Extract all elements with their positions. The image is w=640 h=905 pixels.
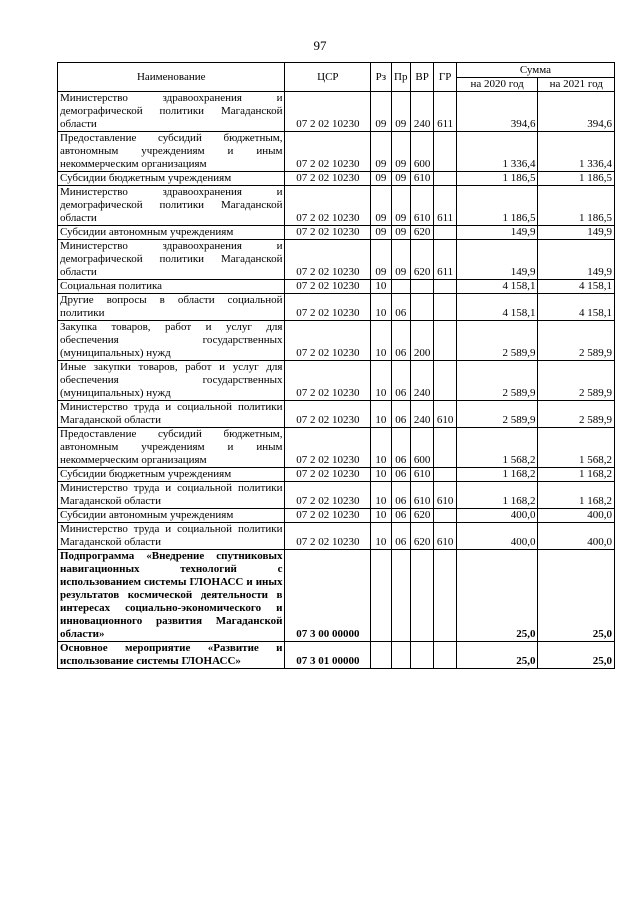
cell-pr: 06	[391, 401, 410, 428]
cell-sum-2021: 1 186,5	[538, 186, 615, 226]
cell-pr: 09	[391, 240, 410, 280]
cell-sum-2021: 400,0	[538, 509, 615, 523]
cell-sum-2020: 1 186,5	[456, 172, 538, 186]
cell-sum-2021: 1 168,2	[538, 468, 615, 482]
cell-sum-2021: 1 568,2	[538, 428, 615, 468]
cell-sum-2020: 4 158,1	[456, 294, 538, 321]
table-row	[58, 509, 615, 523]
header-vr: ВР	[410, 63, 433, 92]
cell-sum-2020: 149,9	[456, 240, 538, 280]
cell-pr: 09	[391, 226, 410, 240]
cell-rz: 10	[371, 280, 391, 294]
cell-gr: 610	[434, 401, 456, 428]
header-pr: Пр	[391, 63, 410, 92]
header-sum: Сумма	[456, 63, 614, 78]
cell-gr: 611	[434, 92, 456, 132]
cell-sum-2021: 394,6	[538, 92, 615, 132]
cell-sum-2020: 1 186,5	[456, 186, 538, 226]
cell-sum-2020: 2 589,9	[456, 401, 538, 428]
cell-sum-2021: 400,0	[538, 523, 615, 550]
cell-rz: 09	[371, 132, 391, 172]
cell-sum-2020: 1 568,2	[456, 428, 538, 468]
cell-csr: 07 3 01 00000	[285, 642, 371, 669]
cell-name: Предоставление субсидий бюджетным, автономным учреждениям и иным некоммерческим организациям	[58, 132, 285, 172]
cell-name: Закупка товаров, работ и услуг для обеспечения государственных (муниципальных) нужд	[58, 321, 285, 361]
cell-csr: 07 2 02 10230	[285, 92, 371, 132]
cell-sum-2021: 2 589,9	[538, 361, 615, 401]
cell-pr: 06	[391, 428, 410, 468]
table-row	[58, 321, 615, 361]
cell-vr: 610	[410, 482, 433, 509]
cell-name: Министерство здравоохранения и демографической политики Магаданской области	[58, 240, 285, 280]
cell-rz: 10	[371, 321, 391, 361]
cell-sum-2021: 1 186,5	[538, 172, 615, 186]
cell-sum-2020: 1 168,2	[456, 468, 538, 482]
cell-vr	[410, 642, 433, 669]
cell-sum-2020: 4 158,1	[456, 280, 538, 294]
cell-sum-2020: 400,0	[456, 509, 538, 523]
cell-pr: 09	[391, 132, 410, 172]
cell-gr: 610	[434, 482, 456, 509]
cell-vr: 610	[410, 172, 433, 186]
cell-rz	[371, 550, 391, 642]
table-row	[58, 280, 615, 294]
cell-gr	[434, 280, 456, 294]
header-year-2021: на 2021 год	[538, 78, 615, 92]
cell-vr: 620	[410, 226, 433, 240]
cell-name: Иные закупки товаров, работ и услуг для обеспечения государственных (муниципальных) нужд	[58, 361, 285, 401]
cell-rz: 10	[371, 401, 391, 428]
cell-rz: 10	[371, 482, 391, 509]
cell-name: Субсидии бюджетным учреждениям	[58, 172, 285, 186]
cell-sum-2021: 25,0	[538, 642, 615, 669]
cell-csr: 07 2 02 10230	[285, 523, 371, 550]
cell-gr	[434, 361, 456, 401]
cell-vr: 620	[410, 240, 433, 280]
cell-vr: 240	[410, 401, 433, 428]
cell-gr	[434, 509, 456, 523]
cell-rz: 10	[371, 509, 391, 523]
cell-vr: 610	[410, 186, 433, 226]
cell-name: Подпрограмма «Внедрение спутниковых навигационных технологий с использованием системы ГЛОНАСС и иных результатов космической деятельности в интересах социально-экономического и инновационного развития Магаданской области»	[58, 550, 285, 642]
cell-name: Субсидии бюджетным учреждениям	[58, 468, 285, 482]
cell-rz	[371, 642, 391, 669]
cell-name: Министерство труда и социальной политики Магаданской области	[58, 482, 285, 509]
cell-gr	[434, 468, 456, 482]
cell-pr: 09	[391, 92, 410, 132]
cell-sum-2020: 1 168,2	[456, 482, 538, 509]
cell-name: Основное мероприятие «Развитие и использование системы ГЛОНАСС»	[58, 642, 285, 669]
cell-pr	[391, 280, 410, 294]
cell-rz: 10	[371, 523, 391, 550]
cell-sum-2020: 149,9	[456, 226, 538, 240]
cell-name: Субсидии автономным учреждениям	[58, 226, 285, 240]
cell-gr: 611	[434, 186, 456, 226]
cell-vr	[410, 280, 433, 294]
cell-vr: 600	[410, 132, 433, 172]
cell-csr: 07 2 02 10230	[285, 509, 371, 523]
cell-name: Субсидии автономным учреждениям	[58, 509, 285, 523]
page-number: 97	[313, 38, 327, 53]
cell-sum-2021: 4 158,1	[538, 294, 615, 321]
table-row	[58, 294, 615, 321]
table-row	[58, 401, 615, 428]
cell-pr: 06	[391, 523, 410, 550]
header-gr: ГР	[434, 63, 456, 92]
cell-sum-2021: 4 158,1	[538, 280, 615, 294]
cell-sum-2021: 149,9	[538, 240, 615, 280]
cell-gr	[434, 226, 456, 240]
cell-vr: 610	[410, 468, 433, 482]
cell-rz: 10	[371, 468, 391, 482]
cell-vr	[410, 550, 433, 642]
cell-pr	[391, 642, 410, 669]
cell-sum-2020: 2 589,9	[456, 321, 538, 361]
table-row	[58, 226, 615, 240]
cell-pr: 09	[391, 186, 410, 226]
header-csr: ЦСР	[285, 63, 371, 92]
cell-gr	[434, 642, 456, 669]
cell-vr: 240	[410, 361, 433, 401]
cell-sum-2021: 1 336,4	[538, 132, 615, 172]
cell-csr: 07 2 02 10230	[285, 172, 371, 186]
cell-vr: 200	[410, 321, 433, 361]
cell-sum-2020: 2 589,9	[456, 361, 538, 401]
cell-csr: 07 2 02 10230	[285, 240, 371, 280]
cell-gr	[434, 132, 456, 172]
cell-gr: 611	[434, 240, 456, 280]
cell-sum-2020: 400,0	[456, 523, 538, 550]
cell-rz: 10	[371, 294, 391, 321]
cell-csr: 07 2 02 10230	[285, 321, 371, 361]
cell-gr	[434, 428, 456, 468]
cell-csr: 07 2 02 10230	[285, 132, 371, 172]
header-name: Наименование	[58, 63, 285, 92]
cell-csr: 07 2 02 10230	[285, 401, 371, 428]
cell-name: Министерство труда и социальной политики Магаданской области	[58, 401, 285, 428]
cell-name: Предоставление субсидий бюджетным, автономным учреждениям и иным некоммерческим организациям	[58, 428, 285, 468]
table-row	[58, 172, 615, 186]
cell-vr	[410, 294, 433, 321]
cell-csr: 07 2 02 10230	[285, 482, 371, 509]
cell-csr: 07 2 02 10230	[285, 294, 371, 321]
cell-pr: 09	[391, 172, 410, 186]
cell-vr: 600	[410, 428, 433, 468]
table-row	[58, 523, 615, 550]
table-row	[58, 240, 615, 280]
cell-name: Министерство здравоохранения и демографической политики Магаданской области	[58, 92, 285, 132]
cell-csr: 07 2 02 10230	[285, 226, 371, 240]
table-row	[58, 550, 615, 642]
cell-csr: 07 2 02 10230	[285, 186, 371, 226]
cell-pr: 06	[391, 361, 410, 401]
cell-rz: 10	[371, 428, 391, 468]
cell-csr: 07 2 02 10230	[285, 428, 371, 468]
cell-pr: 06	[391, 482, 410, 509]
cell-sum-2020: 1 336,4	[456, 132, 538, 172]
cell-pr: 06	[391, 509, 410, 523]
cell-name: Социальная политика	[58, 280, 285, 294]
cell-rz: 09	[371, 92, 391, 132]
cell-name: Министерство здравоохранения и демографической политики Магаданской области	[58, 186, 285, 226]
cell-pr: 06	[391, 294, 410, 321]
cell-rz: 10	[371, 361, 391, 401]
cell-sum-2020: 394,6	[456, 92, 538, 132]
table-row	[58, 642, 615, 669]
table-row	[58, 428, 615, 468]
cell-rz: 09	[371, 240, 391, 280]
cell-name: Другие вопросы в области социальной политики	[58, 294, 285, 321]
cell-gr	[434, 550, 456, 642]
cell-vr: 620	[410, 523, 433, 550]
header-year-2020: на 2020 год	[456, 78, 538, 92]
cell-rz: 09	[371, 172, 391, 186]
cell-name: Министерство труда и социальной политики Магаданской области	[58, 523, 285, 550]
cell-sum-2021: 25,0	[538, 550, 615, 642]
cell-pr: 06	[391, 321, 410, 361]
cell-csr: 07 2 02 10230	[285, 361, 371, 401]
budget-table	[57, 62, 615, 669]
cell-pr: 06	[391, 468, 410, 482]
cell-sum-2020: 25,0	[456, 550, 538, 642]
cell-vr: 240	[410, 92, 433, 132]
cell-sum-2021: 2 589,9	[538, 321, 615, 361]
cell-csr: 07 2 02 10230	[285, 468, 371, 482]
header-rz: Рз	[371, 63, 391, 92]
table-row	[58, 186, 615, 226]
cell-sum-2020: 25,0	[456, 642, 538, 669]
table-row	[58, 468, 615, 482]
table-body	[58, 92, 615, 669]
cell-vr: 620	[410, 509, 433, 523]
table-row	[58, 92, 615, 132]
table-header	[58, 63, 615, 92]
cell-gr	[434, 321, 456, 361]
cell-sum-2021: 149,9	[538, 226, 615, 240]
cell-gr: 610	[434, 523, 456, 550]
table-row	[58, 482, 615, 509]
cell-csr: 07 2 02 10230	[285, 280, 371, 294]
cell-pr	[391, 550, 410, 642]
table-row	[58, 132, 615, 172]
cell-rz: 09	[371, 226, 391, 240]
cell-csr: 07 3 00 00000	[285, 550, 371, 642]
cell-gr	[434, 294, 456, 321]
cell-rz: 09	[371, 186, 391, 226]
cell-gr	[434, 172, 456, 186]
cell-sum-2021: 2 589,9	[538, 401, 615, 428]
cell-sum-2021: 1 168,2	[538, 482, 615, 509]
table-row	[58, 361, 615, 401]
